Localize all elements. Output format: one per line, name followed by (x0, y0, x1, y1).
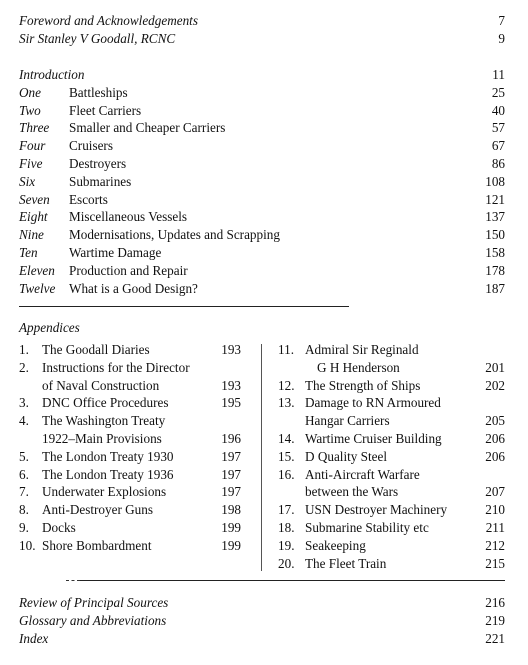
entry-page: 67 (491, 138, 505, 154)
chapter-entry[interactable] (19, 119, 505, 137)
front-matter (19, 12, 505, 48)
entry-page: 150 (485, 227, 505, 243)
entry-page: 11 (492, 67, 505, 82)
chapter-entry[interactable] (19, 262, 505, 280)
entry-page: 206 (485, 430, 505, 446)
entry-page: 195 (221, 395, 241, 411)
entry-page: 219 (485, 612, 505, 628)
appendix-entry-continued[interactable] (19, 377, 241, 395)
appendix-title: Hangar Carriers (305, 413, 390, 429)
appendix-number: 11. (278, 342, 294, 357)
entry-title: Review of Principal Sources (19, 595, 169, 610)
chapter-entry[interactable] (19, 84, 505, 102)
chapter-number: Eight (19, 209, 48, 225)
entry-page: 205 (485, 413, 505, 429)
divider-rule (80, 580, 505, 581)
appendix-entry[interactable] (19, 501, 241, 519)
chapter-number: Ten (19, 244, 38, 260)
appendix-entry[interactable] (19, 448, 241, 466)
chapter-entry[interactable] (19, 208, 505, 226)
entry-title: Glossary and Abbreviations (19, 612, 167, 628)
toc-entry[interactable] (19, 630, 505, 648)
appendix-number: 15. (278, 448, 295, 464)
entry-page: 199 (221, 519, 241, 535)
appendix-title: Wartime Cruiser Building (305, 430, 442, 446)
appendix-title: The Washington Treaty (42, 413, 166, 429)
appendix-entry[interactable] (278, 519, 505, 537)
appendix-number: 3. (19, 395, 29, 411)
toc-entry[interactable] (19, 594, 505, 612)
entry-page: 187 (485, 280, 505, 296)
appendix-title: Anti-Aircraft Warfare (305, 466, 420, 482)
entry-page: 211 (485, 519, 505, 535)
appendix-title: DNC Office Procedures (42, 395, 169, 411)
entry-page: 40 (491, 102, 505, 118)
entry-page: 212 (485, 537, 505, 553)
divider-rule (19, 306, 349, 307)
appendix-entry[interactable] (278, 555, 505, 573)
appendix-title: Shore Bombardment (42, 537, 152, 553)
chapter-entry[interactable] (19, 226, 505, 244)
entry-page: 178 (485, 262, 505, 278)
divider-rule-tick (66, 580, 80, 581)
appendix-entry[interactable] (19, 483, 241, 501)
chapter-entry[interactable] (19, 137, 505, 155)
chapter-title: Submarines (69, 173, 132, 189)
appendix-entry[interactable] (19, 466, 241, 484)
column-divider (261, 344, 262, 571)
appendix-title: Seakeeping (305, 537, 366, 553)
appendix-number: 17. (278, 502, 295, 518)
appendix-number: 14. (278, 430, 295, 446)
chapter-number: Eleven (19, 262, 55, 278)
entry-page: 221 (485, 630, 505, 646)
appendix-entry-continued[interactable] (19, 430, 241, 448)
appendix-title: G H Henderson (317, 359, 400, 375)
appendix-entry[interactable] (19, 519, 241, 537)
entry-page: 86 (491, 155, 505, 171)
appendix-entry[interactable] (278, 466, 505, 484)
appendix-column-left (19, 341, 241, 555)
chapter-number: Three (19, 120, 50, 136)
appendix-number: 1. (19, 342, 29, 357)
entry-page: 193 (221, 342, 241, 357)
chapter-number: Two (19, 102, 41, 118)
appendix-entry-continued[interactable] (278, 359, 505, 377)
appendix-entry[interactable] (278, 430, 505, 448)
chapter-title: Cruisers (69, 138, 113, 154)
appendices-section (19, 319, 505, 337)
appendix-number: 8. (19, 502, 29, 518)
entry-page: 197 (221, 466, 241, 482)
appendix-entry[interactable] (278, 394, 505, 412)
entry-page: 210 (485, 502, 505, 518)
appendix-number: 9. (19, 519, 29, 535)
chapter-title: What is a Good Design? (69, 280, 198, 296)
entry-page: 197 (221, 448, 241, 464)
appendix-number: 10. (19, 537, 36, 553)
chapter-number: Seven (19, 191, 50, 207)
appendix-number: 7. (19, 484, 29, 500)
entry-page: 207 (485, 484, 505, 500)
appendix-title: USN Destroyer Machinery (305, 502, 448, 518)
appendix-number: 6. (19, 466, 29, 482)
entry-page: 137 (485, 209, 505, 225)
chapter-title: Production and Repair (69, 262, 188, 278)
entry-page: 9 (498, 30, 505, 46)
toc-entry[interactable] (19, 12, 505, 30)
appendix-title: The Fleet Train (305, 555, 387, 571)
appendix-entry[interactable] (19, 359, 241, 377)
entry-page: 108 (485, 173, 505, 189)
appendix-entry[interactable] (278, 341, 505, 359)
appendix-title: between the Wars (305, 484, 399, 500)
appendix-number: 13. (278, 395, 295, 411)
appendix-title: The Goodall Diaries (42, 342, 150, 357)
chapter-title: Escorts (69, 191, 108, 207)
appendix-entry[interactable] (278, 377, 505, 395)
appendix-number: 18. (278, 519, 295, 535)
chapter-title: Destroyers (69, 155, 127, 171)
chapter-entry[interactable] (19, 173, 505, 191)
appendix-title: Admiral Sir Reginald (305, 342, 419, 357)
entry-page: 198 (221, 502, 241, 518)
entry-title: Sir Stanley V Goodall, RCNC (19, 30, 176, 46)
appendices-heading: Appendices (19, 320, 80, 335)
chapter-number: Four (19, 138, 46, 154)
appendix-number: 20. (278, 555, 295, 571)
chapter-entry[interactable] (19, 280, 505, 298)
chapter-entry[interactable] (19, 102, 505, 120)
appendix-number: 16. (278, 466, 295, 482)
entry-page: 215 (485, 555, 505, 571)
appendix-entry-continued[interactable] (278, 412, 505, 430)
appendix-title: Instructions for the Director (42, 359, 190, 375)
entry-page: 202 (485, 377, 505, 393)
appendix-entry[interactable] (278, 501, 505, 519)
toc-entry-introduction[interactable] (19, 66, 505, 84)
appendix-title: 1922–Main Provisions (42, 430, 162, 446)
entry-page: 199 (221, 537, 241, 553)
chapter-title: Modernisations, Updates and Scrapping (69, 227, 280, 243)
entry-page: 197 (221, 484, 241, 500)
appendix-entry[interactable] (19, 537, 241, 555)
appendix-title: D Quality Steel (305, 448, 388, 464)
appendix-column-right (278, 341, 505, 572)
back-matter (19, 594, 505, 647)
toc-entry[interactable] (19, 30, 505, 48)
appendix-number: 12. (278, 377, 295, 393)
appendix-number: 2. (19, 359, 29, 375)
appendix-entry[interactable] (278, 537, 505, 555)
appendix-title: The London Treaty 1930 (42, 448, 174, 464)
appendix-title: of Naval Construction (42, 377, 160, 393)
chapter-entry[interactable] (19, 155, 505, 173)
chapter-number: One (19, 84, 41, 100)
chapter-title: Fleet Carriers (69, 102, 142, 118)
entry-page: 206 (485, 448, 505, 464)
entry-page: 25 (491, 84, 505, 100)
appendix-entry[interactable] (278, 448, 505, 466)
entry-title: Foreword and Acknowledgements (19, 13, 198, 28)
appendix-title: Damage to RN Armoured (305, 395, 441, 411)
entry-title: Index (19, 630, 49, 646)
appendix-title: Underwater Explosions (42, 484, 167, 500)
chapter-number: Twelve (19, 280, 56, 296)
entry-page: 57 (491, 120, 505, 136)
entry-page: 158 (485, 244, 505, 260)
chapter-title: Miscellaneous Vessels (69, 209, 188, 225)
chapter-entry[interactable] (19, 244, 505, 262)
appendix-title: Submarine Stability etc (305, 519, 429, 535)
entry-page: 216 (485, 595, 505, 610)
entry-title: Introduction (19, 67, 85, 82)
appendix-entry[interactable] (19, 341, 241, 359)
chapter-title: Wartime Damage (69, 244, 162, 260)
appendix-entry[interactable] (19, 412, 241, 430)
entry-page: 196 (221, 430, 241, 446)
appendix-title: Anti-Destroyer Guns (42, 502, 153, 518)
entry-page: 193 (221, 377, 241, 393)
chapter-title: Battleships (69, 84, 128, 100)
appendix-number: 4. (19, 413, 29, 429)
chapter-number: Nine (19, 227, 44, 243)
appendix-title: The Strength of Ships (305, 377, 421, 393)
entry-page: 121 (485, 191, 505, 207)
appendix-title: Docks (42, 519, 76, 535)
chapter-entry[interactable] (19, 191, 505, 209)
appendix-entry-continued[interactable] (278, 483, 505, 501)
chapter-title: Smaller and Cheaper Carriers (69, 120, 226, 136)
chapter-number: Six (19, 173, 36, 189)
chapter-list (19, 66, 505, 297)
appendix-title: The London Treaty 1936 (42, 466, 174, 482)
entry-page: 7 (498, 13, 505, 28)
appendix-number: 5. (19, 448, 29, 464)
chapter-number: Five (19, 155, 43, 171)
toc-entry[interactable] (19, 612, 505, 630)
appendix-number: 19. (278, 537, 295, 553)
entry-page: 201 (485, 359, 505, 375)
appendix-entry[interactable] (19, 394, 241, 412)
